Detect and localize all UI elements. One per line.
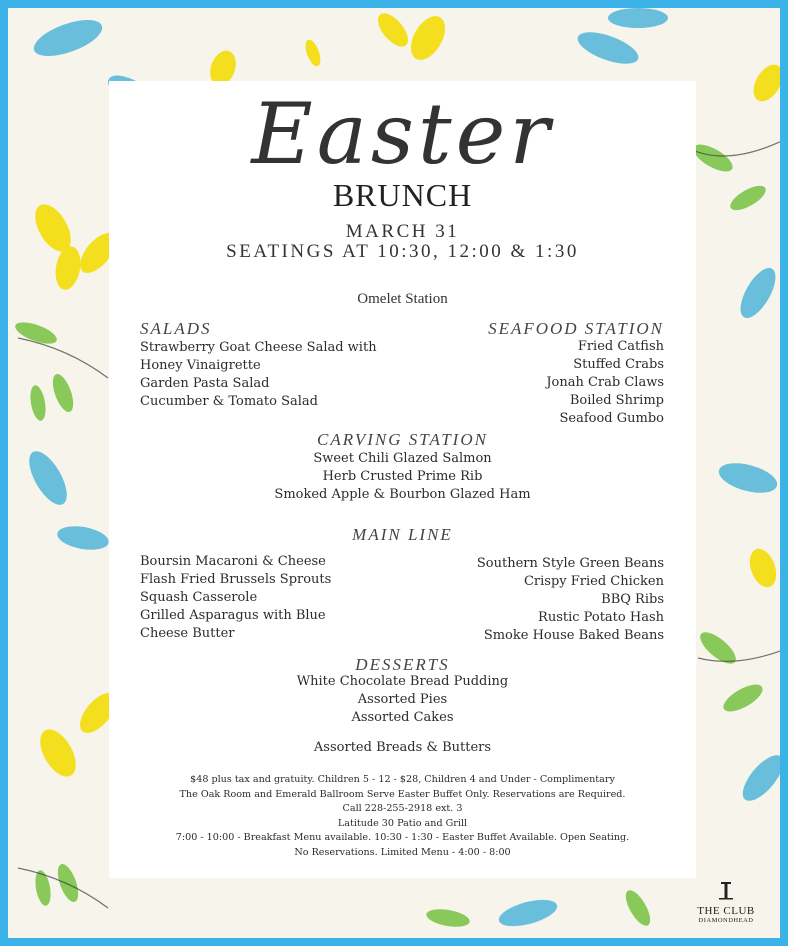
carving-heading: CARVING STATION xyxy=(317,430,488,449)
list-item: Jonah Crab Claws xyxy=(546,375,664,390)
event-title-script: Easter xyxy=(251,85,554,183)
list-item: Cucumber & Tomato Salad xyxy=(140,394,319,409)
list-item: Squash Casserole xyxy=(140,590,258,605)
club-logo xyxy=(688,880,764,924)
list-item: Rustic Potato Hash xyxy=(538,610,664,625)
main-line-heading: MAIN LINE xyxy=(352,525,453,544)
list-item: Boursin Macaroni & Cheese xyxy=(140,554,326,569)
list-item: Boiled Shrimp xyxy=(569,393,664,408)
list-item: Assorted Pies xyxy=(357,692,448,707)
event-seatings: SEATINGS AT 10:30, 12:00 & 1:30 xyxy=(226,241,579,262)
event-date: MARCH 31 xyxy=(345,221,460,242)
carving-list xyxy=(109,450,696,504)
footer-line: $48 plus tax and gratuity. Children 5 - 12 - $28, Children 4 and Under - Complimentary xyxy=(190,774,615,785)
list-item: Smoke House Baked Beans xyxy=(483,628,664,643)
list-item: Smoked Apple & Bourbon Glazed Ham xyxy=(274,487,531,502)
main-line-right-list xyxy=(477,555,664,645)
salads-heading: SALADS xyxy=(140,319,212,338)
list-item: Grilled Asparagus with Blue xyxy=(140,608,326,623)
event-subtitle: BRUNCH xyxy=(332,177,473,213)
list-item: Honey Vinaigrette xyxy=(140,358,261,373)
seafood-heading: SEAFOOD STATION xyxy=(488,319,664,338)
logo-club-text: THE CLUB xyxy=(697,905,755,917)
list-item: Stuffed Crabs xyxy=(573,357,664,372)
logo-mark-icon xyxy=(718,880,734,900)
list-item: Herb Crusted Prime Rib xyxy=(322,469,483,484)
footer-line: No Reservations. Limited Menu - 4:00 - 8:00 xyxy=(294,846,511,858)
breads-line: Assorted Breads & Butters xyxy=(313,740,492,755)
list-item: Flash Fried Brussels Sprouts xyxy=(140,572,332,587)
logo-location-text: DIAMONDHEAD xyxy=(698,917,754,924)
seafood-list xyxy=(546,338,664,428)
list-item: Sweet Chili Glazed Salmon xyxy=(313,451,492,466)
list-item: Crispy Fried Chicken xyxy=(523,574,664,589)
footer-line: 7:00 - 10:00 - Breakfast Menu available. 10:30 - 1:30 - Easter Buffet Available. Open Seating. xyxy=(175,832,630,843)
list-item: Garden Pasta Salad xyxy=(140,376,270,391)
main-line-left-list xyxy=(140,553,331,643)
footer-notes xyxy=(109,773,696,860)
list-item: Fried Catfish xyxy=(577,339,664,354)
list-item: Seafood Gumbo xyxy=(559,411,664,426)
list-item: Strawberry Goat Cheese Salad with xyxy=(140,340,377,355)
omelet-station: Omelet Station xyxy=(357,291,448,307)
desserts-heading: DESSERTS xyxy=(355,655,450,674)
footer-line: Latitude 30 Patio and Grill xyxy=(337,817,468,829)
desserts-list xyxy=(109,673,696,727)
footer-line: The Oak Room and Emerald Ballroom Serve Easter Buffet Only. Reservations are Required. xyxy=(179,788,626,800)
list-item: Southern Style Green Beans xyxy=(476,556,664,571)
footer-line: Call 228-255-2918 ext. 3 xyxy=(342,803,463,814)
list-item: BBQ Ribs xyxy=(601,592,664,607)
list-item: White Chocolate Bread Pudding xyxy=(296,674,509,689)
list-item: Cheese Butter xyxy=(140,626,235,641)
menu-card xyxy=(109,81,696,878)
list-item: Assorted Cakes xyxy=(351,710,454,725)
salads-list xyxy=(140,339,377,411)
